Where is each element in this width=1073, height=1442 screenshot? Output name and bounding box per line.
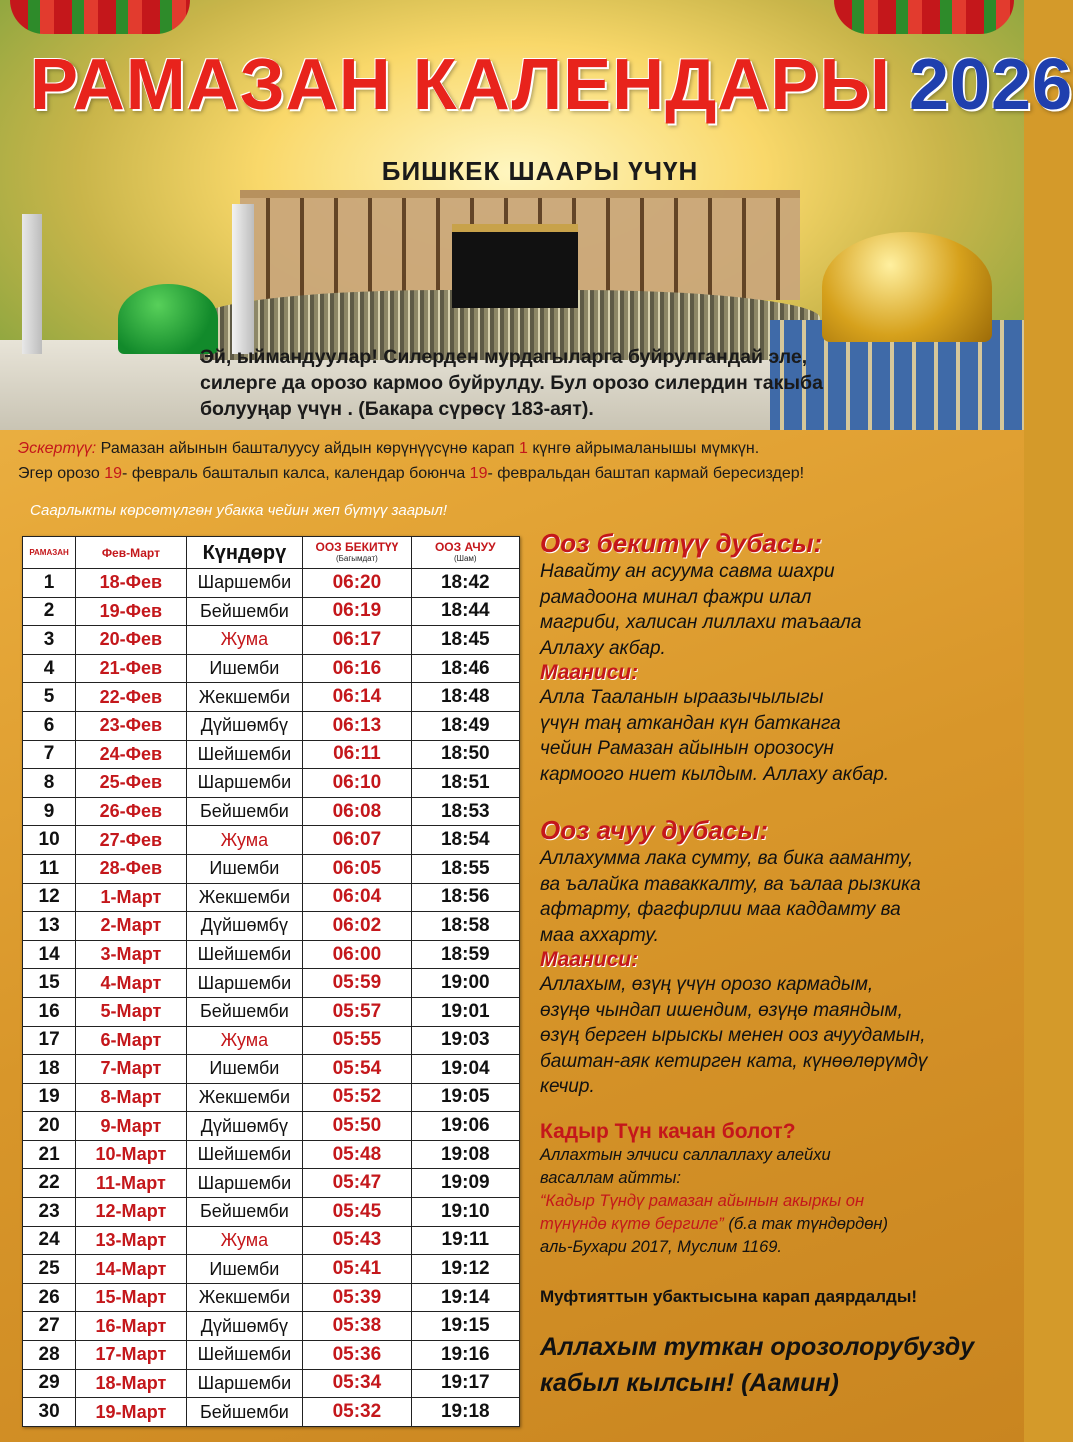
weekday-cell: Жекшемби (186, 883, 303, 912)
suhoor-time-cell: 06:14 (303, 683, 411, 712)
iftar-time-cell: 19:18 (411, 1398, 519, 1427)
ramazan-day-cell: 23 (23, 1198, 76, 1227)
table-row (23, 1140, 520, 1169)
verse-line: Эй, ыймандуулар! Силерден мурдагыларга буйрулгандай эле, (200, 346, 808, 368)
text-line: Алла Тааланын ыраазычылыгы (540, 687, 824, 708)
meaning-title: Мааниси: (540, 661, 639, 684)
suhoor-time-cell: 06:11 (303, 740, 411, 769)
suhoor-time-cell: 05:52 (303, 1083, 411, 1112)
date-cell: 22-Фев (76, 683, 186, 712)
iftar-time-cell: 18:42 (411, 569, 519, 598)
table-row (23, 654, 520, 683)
iftar-time-cell: 18:50 (411, 740, 519, 769)
ramazan-day-cell: 21 (23, 1140, 76, 1169)
suhoor-time-cell: 05:48 (303, 1140, 411, 1169)
ramazan-day-cell: 12 (23, 883, 76, 912)
iftar-time-cell: 18:54 (411, 826, 519, 855)
ramazan-day-cell: 7 (23, 740, 76, 769)
text-line: үчүн таң аткандан күн батканга (540, 712, 841, 734)
date-cell: 11-Март (76, 1169, 186, 1198)
closing-blessing (540, 1329, 1010, 1401)
hadith-note: (б.а так түндөрдөн) (723, 1214, 889, 1233)
weekday-cell: Жума (186, 826, 303, 855)
text-line: Аллахтын элчиси саллаллаху алейхи (540, 1145, 831, 1164)
table-header-row (23, 537, 520, 569)
text-line: афтарту, фагфирлии маа каддамту ва (540, 899, 901, 920)
table-row (23, 597, 520, 626)
ramazan-day-cell: 24 (23, 1226, 76, 1255)
suhoor-time-cell: 06:00 (303, 940, 411, 969)
weekday-cell: Ишемби (186, 1255, 303, 1284)
text-line: өзүң берген ырыскы менен ооз ачуудамын, (540, 1025, 926, 1046)
ramazan-day-cell: 22 (23, 1169, 76, 1198)
text-line: Аллахым туткан орозолорубузду (540, 1332, 975, 1361)
suhoor-time-cell: 05:59 (303, 969, 411, 998)
ramazan-day-cell: 3 (23, 626, 76, 655)
date-cell: 24-Фев (76, 740, 186, 769)
suhoor-time-cell: 05:43 (303, 1226, 411, 1255)
weekday-cell: Ишемби (186, 1055, 303, 1084)
weekday-cell: Бейшемби (186, 1198, 303, 1227)
suhoor-time-cell: 05:36 (303, 1341, 411, 1370)
date-cell: 14-Март (76, 1255, 186, 1284)
date-cell: 23-Фев (76, 711, 186, 740)
weekday-cell: Дүйшөмбү (186, 1312, 303, 1341)
date-cell: 6-Март (76, 1026, 186, 1055)
prayers-column (540, 528, 1010, 1401)
ramazan-day-cell: 4 (23, 654, 76, 683)
iftar-prayer-title: Ооз ачуу дубасы: (540, 815, 769, 845)
date-cell: 15-Март (76, 1283, 186, 1312)
table-row (23, 683, 520, 712)
notice-text: күнгө айрымаланышы мүмкүн. (527, 440, 760, 457)
weekday-cell: Жекшемби (186, 1083, 303, 1112)
date-cell: 18-Фев (76, 569, 186, 598)
notice (18, 436, 1008, 486)
date-cell: 1-Март (76, 883, 186, 912)
weekday-cell: Шаршемби (186, 769, 303, 798)
iftar-time-cell: 18:55 (411, 854, 519, 883)
prepared-by-note: Муфтияттын убактысына карап даярдалды! (540, 1286, 918, 1306)
text-line: кечир. (540, 1076, 595, 1097)
suhoor-prayer-text (540, 559, 1010, 661)
text-line: Аллахумма лака сумту, ва бика ааманту, (540, 848, 914, 869)
iftar-time-cell: 19:15 (411, 1312, 519, 1341)
suhoor-time-cell: 06:17 (303, 626, 411, 655)
ramazan-day-cell: 20 (23, 1112, 76, 1141)
table-row (23, 969, 520, 998)
suhoor-time-cell: 06:05 (303, 854, 411, 883)
iftar-time-cell: 18:44 (411, 597, 519, 626)
table-row (23, 1283, 520, 1312)
title-text: РАМАЗАН КАЛЕНДАРЫ (30, 45, 891, 125)
notice-text: Эгер орозо (18, 465, 105, 482)
suhoor-time-cell: 06:13 (303, 711, 411, 740)
date-cell: 2-Март (76, 912, 186, 941)
ramazan-day-cell: 19 (23, 1083, 76, 1112)
golden-dome-image (822, 232, 992, 342)
table-row (23, 626, 520, 655)
table-row (23, 997, 520, 1026)
ramazan-day-cell: 8 (23, 769, 76, 798)
ramazan-day-cell: 11 (23, 854, 76, 883)
iftar-time-cell: 18:49 (411, 711, 519, 740)
qadr-title: Кадыр Түн качан болот? (540, 1119, 796, 1143)
date-cell: 17-Март (76, 1341, 186, 1370)
suhoor-time-cell: 05:54 (303, 1055, 411, 1084)
date-cell: 10-Март (76, 1140, 186, 1169)
text-line: кабыл кылсын! (Аамин) (540, 1368, 839, 1397)
date-cell: 7-Март (76, 1055, 186, 1084)
iftar-time-cell: 19:12 (411, 1255, 519, 1284)
text-line: рамадоона минал фажри илал (540, 586, 812, 608)
weekday-cell: Шейшемби (186, 940, 303, 969)
text-line: васаллам айтты: (540, 1168, 681, 1187)
qadr-text (540, 1144, 1010, 1259)
table-row (23, 1026, 520, 1055)
date-cell: 26-Фев (76, 797, 186, 826)
weekday-cell: Ишемби (186, 654, 303, 683)
weekday-cell: Шейшемби (186, 1140, 303, 1169)
ramazan-day-cell: 6 (23, 711, 76, 740)
date-cell: 16-Март (76, 1312, 186, 1341)
notice-number: 19 (469, 465, 488, 482)
iftar-header-text: ООЗ АЧУУ (434, 539, 496, 554)
text-line: Навайту ан асуума савма шахри (540, 561, 835, 582)
iftar-prayer-text (540, 846, 1010, 948)
verse-line: силерге да орозо кармоо буйрулду. Бул орозо силердин такыба (200, 372, 823, 394)
ramazan-day-cell: 18 (23, 1055, 76, 1084)
ramazan-day-cell: 17 (23, 1026, 76, 1055)
text-line: маа аххарту. (540, 924, 659, 946)
suhoor-time-cell: 06:04 (303, 883, 411, 912)
page-title (30, 44, 1073, 126)
iftar-time-cell: 19:11 (411, 1226, 519, 1255)
ramazan-day-cell: 1 (23, 569, 76, 598)
ramazan-day-cell: 28 (23, 1341, 76, 1370)
iftar-time-cell: 19:14 (411, 1283, 519, 1312)
ramazan-day-cell: 9 (23, 797, 76, 826)
suhoor-time-cell: 05:39 (303, 1283, 411, 1312)
notice-text: - февральдан баштап кармай бересиздер! (487, 465, 805, 482)
iftar-time-cell: 18:46 (411, 654, 519, 683)
suhoor-header-sub: (Багымдат) (335, 553, 378, 563)
table-row (23, 912, 520, 941)
notice-number: 1 (519, 440, 528, 457)
table-row (23, 1312, 520, 1341)
suhoor-time-cell: 06:07 (303, 826, 411, 855)
suhoor-time-cell: 05:47 (303, 1169, 411, 1198)
verse-line: болууңар үчүн . (Бакара сүрөсү 183-аят). (200, 398, 594, 420)
notice-line-2 (18, 461, 1008, 486)
flowers-decoration (10, 0, 190, 34)
ramazan-day-cell: 30 (23, 1398, 76, 1427)
weekday-cell: Бейшемби (186, 997, 303, 1026)
hadith-source: аль-Бухари 2017, Муслим 1169. (540, 1237, 783, 1256)
iftar-time-cell: 18:51 (411, 769, 519, 798)
ramazan-day-cell: 16 (23, 997, 76, 1026)
table-row (23, 1226, 520, 1255)
iftar-time-cell: 19:10 (411, 1198, 519, 1227)
iftar-time-cell: 19:09 (411, 1169, 519, 1198)
notice-text: - февраль башталып калса, календар боюнча (122, 465, 470, 482)
suhoor-time-cell: 06:10 (303, 769, 411, 798)
table-row (23, 1169, 520, 1198)
weekday-cell: Шейшемби (186, 740, 303, 769)
weekday-cell: Жекшемби (186, 1283, 303, 1312)
weekday-cell: Шаршемби (186, 969, 303, 998)
date-cell: 25-Фев (76, 769, 186, 798)
date-cell: 13-Март (76, 1226, 186, 1255)
date-cell: 9-Март (76, 1112, 186, 1141)
suhoor-time-cell: 05:55 (303, 1026, 411, 1055)
ramazan-day-cell: 15 (23, 969, 76, 998)
suhoor-time-cell: 05:57 (303, 997, 411, 1026)
minaret-image (232, 204, 254, 354)
text-line: баштан-аяк кетирген ката, күнөөлөрүмдү (540, 1050, 928, 1072)
suhoor-header-text: ООЗ БЕКИТҮҮ (315, 539, 399, 554)
date-cell: 20-Фев (76, 626, 186, 655)
col-header-date: Фев-Март (76, 537, 186, 569)
weekday-cell: Дүйшөмбү (186, 711, 303, 740)
table-row (23, 883, 520, 912)
iftar-meaning-text (540, 972, 1010, 1100)
iftar-time-cell: 18:45 (411, 626, 519, 655)
suhoor-time-cell: 06:08 (303, 797, 411, 826)
text-line: Аллахым, өзүң үчүн орозо кармадым, (540, 974, 874, 995)
text-line: ва ъалайка таваккалту, ва ъалаа рызкика (540, 873, 921, 895)
iftar-time-cell: 19:04 (411, 1055, 519, 1084)
iftar-time-cell: 18:59 (411, 940, 519, 969)
weekday-cell: Ишемби (186, 854, 303, 883)
hadith-quote: түнүндө күтө бергиле” (540, 1214, 724, 1233)
date-cell: 19-Март (76, 1398, 186, 1427)
weekday-cell: Бейшемби (186, 797, 303, 826)
date-cell: 21-Фев (76, 654, 186, 683)
ramazan-day-cell: 25 (23, 1255, 76, 1284)
col-header-iftar (411, 537, 519, 569)
table-row (23, 1198, 520, 1227)
text-line: кармоого ниет кылдым. Аллаху акбар. (540, 763, 890, 785)
text-line: магриби, халисан лиллахи таъаала (540, 612, 862, 633)
iftar-time-cell: 19:00 (411, 969, 519, 998)
notice-label: Эскертүү: (18, 440, 97, 457)
table-row (23, 740, 520, 769)
suhoor-time-cell: 06:16 (303, 654, 411, 683)
suhoor-time-cell: 05:34 (303, 1369, 411, 1398)
text-line: өзүңө чындап ишендим, өзүңө таяндым, (540, 999, 903, 1021)
title-year: 2026 (908, 45, 1073, 125)
ramazan-day-cell: 13 (23, 912, 76, 941)
ramazan-day-cell: 26 (23, 1283, 76, 1312)
suhoor-time-cell: 06:19 (303, 597, 411, 626)
table-row (23, 1398, 520, 1427)
table-row (23, 1255, 520, 1284)
table-row (23, 569, 520, 598)
header-banner (0, 0, 1073, 430)
iftar-time-cell: 18:58 (411, 912, 519, 941)
suhoor-time-cell: 06:02 (303, 912, 411, 941)
weekday-cell: Шаршемби (186, 1369, 303, 1398)
col-header-suhoor (303, 537, 411, 569)
weekday-cell: Шаршемби (186, 1169, 303, 1198)
suhoor-time-cell: 05:38 (303, 1312, 411, 1341)
weekday-cell: Бейшемби (186, 1398, 303, 1427)
iftar-time-cell: 19:06 (411, 1112, 519, 1141)
suhoor-time-cell: 05:45 (303, 1198, 411, 1227)
kaaba-image (452, 224, 578, 308)
table-row (23, 1083, 520, 1112)
suhoor-meaning-text (540, 685, 1010, 787)
text-line: Аллаху акбар. (540, 637, 666, 659)
minaret-image (22, 214, 42, 354)
page-subtitle: БИШКЕК ШААРЫ ҮЧҮН (381, 156, 699, 186)
ramazan-day-cell: 29 (23, 1369, 76, 1398)
iftar-time-cell: 18:53 (411, 797, 519, 826)
table-row (23, 854, 520, 883)
iftar-time-cell: 19:03 (411, 1026, 519, 1055)
weekday-cell: Жума (186, 1226, 303, 1255)
flowers-decoration (834, 0, 1014, 34)
date-cell: 18-Март (76, 1369, 186, 1398)
quran-verse (200, 344, 880, 422)
iftar-time-cell: 19:17 (411, 1369, 519, 1398)
suhoor-prayer-title: Ооз бекитүү дубасы: (540, 528, 823, 558)
iftar-time-cell: 19:16 (411, 1341, 519, 1370)
weekday-cell: Шейшемби (186, 1341, 303, 1370)
ramazan-day-cell: 5 (23, 683, 76, 712)
table-row (23, 1369, 520, 1398)
iftar-time-cell: 18:56 (411, 883, 519, 912)
iftar-time-cell: 18:48 (411, 683, 519, 712)
notice-text: Рамазан айынын башталуусу айдын көрүнүүсүнө карап (96, 440, 520, 457)
date-cell: 5-Март (76, 997, 186, 1026)
table-row (23, 940, 520, 969)
table-row (23, 769, 520, 798)
weekday-cell: Жекшемби (186, 683, 303, 712)
ramadan-timetable (22, 536, 520, 1427)
date-cell: 28-Фев (76, 854, 186, 883)
hadith-quote: “Кадыр Түндү рамазан айынын акыркы он (540, 1191, 865, 1210)
iftar-time-cell: 19:05 (411, 1083, 519, 1112)
col-header-ramazan: РАМАЗАН (23, 537, 76, 569)
text-line (540, 1213, 1010, 1236)
date-cell: 19-Фев (76, 597, 186, 626)
iftar-time-cell: 19:08 (411, 1140, 519, 1169)
ramazan-day-cell: 27 (23, 1312, 76, 1341)
suhoor-time-cell: 06:20 (303, 569, 411, 598)
text-line: чейин Рамазан айынын орозосун (540, 738, 834, 759)
ramazan-day-cell: 2 (23, 597, 76, 626)
table-row (23, 1112, 520, 1141)
date-cell: 4-Март (76, 969, 186, 998)
table-row (23, 711, 520, 740)
weekday-cell: Жума (186, 1026, 303, 1055)
table-row (23, 1341, 520, 1370)
suhoor-note: Саарлыкты көрсөтүлгөн убакка чейин жеп бүтүү заарыл! (30, 502, 448, 519)
date-cell: 8-Март (76, 1083, 186, 1112)
notice-number: 19 (104, 465, 123, 482)
ramazan-day-cell: 14 (23, 940, 76, 969)
table-row (23, 1055, 520, 1084)
date-cell: 27-Фев (76, 826, 186, 855)
suhoor-time-cell: 05:50 (303, 1112, 411, 1141)
suhoor-time-cell: 05:32 (303, 1398, 411, 1427)
iftar-time-cell: 19:01 (411, 997, 519, 1026)
weekday-cell: Жума (186, 626, 303, 655)
table-row (23, 826, 520, 855)
date-cell: 3-Март (76, 940, 186, 969)
weekday-cell: Шаршемби (186, 569, 303, 598)
meaning-title: Мааниси: (540, 948, 639, 971)
table-row (23, 797, 520, 826)
col-header-days: Күндөрү (186, 537, 303, 569)
weekday-cell: Дүйшөмбү (186, 1112, 303, 1141)
notice-line-1 (18, 436, 1008, 461)
suhoor-time-cell: 05:41 (303, 1255, 411, 1284)
iftar-header-sub: (Шам) (453, 553, 477, 563)
weekday-cell: Дүйшөмбү (186, 912, 303, 941)
weekday-cell: Бейшемби (186, 597, 303, 626)
table-body (23, 569, 520, 1427)
ramazan-day-cell: 10 (23, 826, 76, 855)
date-cell: 12-Март (76, 1198, 186, 1227)
